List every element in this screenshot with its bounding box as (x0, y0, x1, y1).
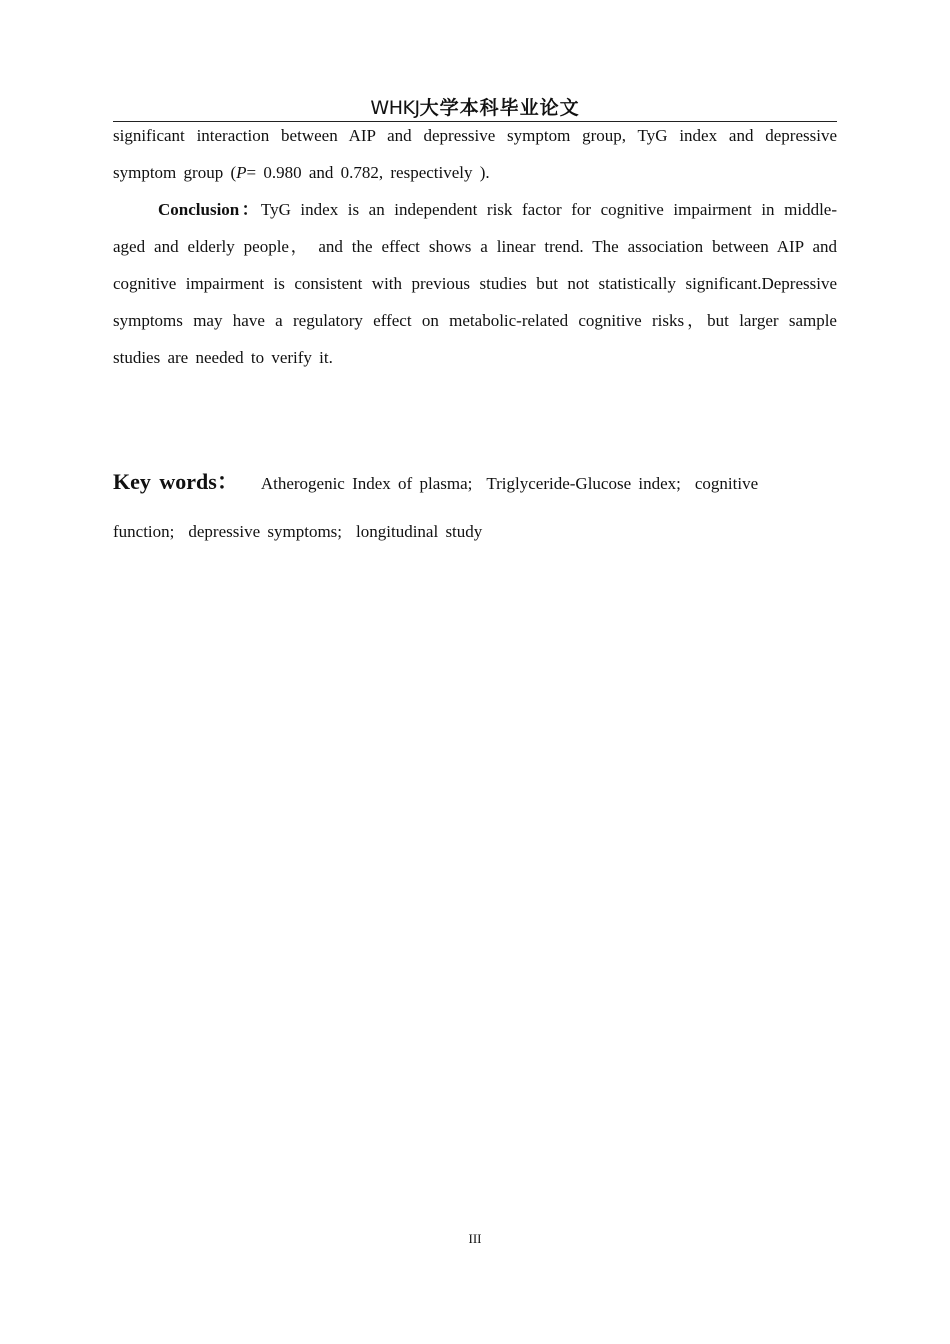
results-text-b: = 0.980 and 0.782, respectively ). (246, 163, 490, 182)
results-text-a: significant interaction between AIP and depressive symptom group, TyG index and depressive symptom group ( (113, 126, 837, 182)
page-number: III (468, 1231, 482, 1246)
keywords-section (113, 458, 837, 556)
keyword-item: Atherogenic Index of plasma; (260, 474, 473, 493)
conclusion-paragraph (113, 191, 837, 376)
p-value-symbol: P (236, 163, 247, 182)
conclusion-text-2: and the effect shows a linear trend. The association between AIP and cognitive impairment is consistent with previous studies but not statistically significant.Depressive symptoms may have a regulatory effect on metabolic-related cognitive risks， (113, 237, 837, 330)
keyword-item: longitudinal study (356, 522, 483, 541)
conclusion-text-1: TyG index is an independent risk factor for cognitive impairment in middle-aged and elderly people， (113, 200, 837, 256)
header-thesis-title: 大学本科毕业论文 (419, 97, 580, 119)
keyword-item: Triglyceride-Glucose index; (486, 474, 681, 493)
keyword-item: cognitive function; (113, 474, 759, 541)
abstract-body (113, 117, 837, 376)
keyword-item: depressive symptoms; (188, 522, 343, 541)
conclusion-label: Conclusion： (158, 200, 261, 219)
header-institution-code: WHKJ (370, 97, 420, 119)
conclusion-text-3: but larger sample studies are needed to verify it. (113, 311, 837, 367)
results-continuation-paragraph (113, 117, 837, 191)
keywords-label: Key words： (113, 469, 239, 494)
